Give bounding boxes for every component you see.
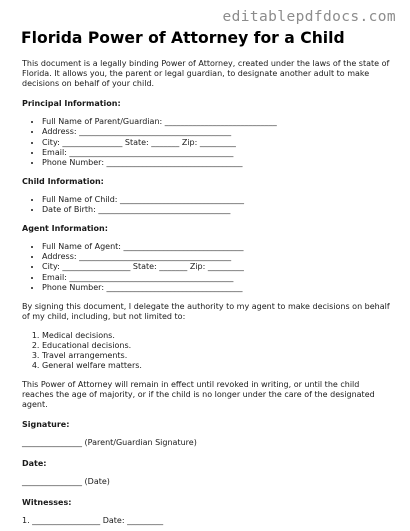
signature-line[interactable]: _______________ (Parent/Guardian Signature) <box>22 437 197 447</box>
principal-heading: Principal Information: <box>22 99 121 109</box>
witness-line-1[interactable]: 1. _________________ Date: _________ <box>22 516 164 525</box>
principal-phone-field[interactable]: • Phone Number: __________________________________ <box>42 158 392 168</box>
agent-email-field[interactable]: • Email: _________________________________________ <box>42 273 392 283</box>
watermark: editablepdfdocs.com <box>222 9 396 25</box>
agent-address-field[interactable]: • Address: ______________________________________ <box>42 252 392 262</box>
child-name-field[interactable]: • Full Name of Child: _______________________________ <box>42 195 392 205</box>
date-heading: Date: <box>22 458 47 468</box>
agent-fields <box>22 242 392 292</box>
principal-address-field[interactable]: • Address: ______________________________________ <box>42 127 392 137</box>
principal-city-state-zip-field[interactable]: • City: _______________ State: _______ Zip: _________ <box>42 138 392 148</box>
child-dob-field[interactable]: • Date of Birth: _________________________________ <box>42 205 392 215</box>
principal-fields <box>22 117 392 167</box>
authority-list <box>22 331 392 371</box>
agent-phone-field[interactable]: • Phone Number: __________________________________ <box>42 283 392 293</box>
signature-heading: Signature: <box>22 419 70 429</box>
agent-city-state-zip-field[interactable]: • City: _________________ State: _______ Zip: _________ <box>42 262 392 272</box>
date-line[interactable]: _______________ (Date) <box>22 476 110 486</box>
effect-paragraph: This Power of Attorney will remain in effect until revoked in writing, or until the child reaches the age of majority, or if the child is no longer under the care of the designated agent. <box>22 380 375 410</box>
witnesses-heading: Witnesses: <box>22 497 72 507</box>
child-fields <box>22 195 392 215</box>
authority-item: 2. Educational decisions. <box>42 341 392 351</box>
document-title: Florida Power of Attorney for a Child <box>21 29 345 47</box>
principal-name-field[interactable]: • Full Name of Parent/Guardian: ____________________________ <box>42 117 392 127</box>
agent-heading: Agent Information: <box>22 224 108 234</box>
principal-email-field[interactable]: • Email: _________________________________________ <box>42 148 392 158</box>
authority-item: 1. Medical decisions. <box>42 331 392 341</box>
intro-paragraph: This document is a legally binding Power of Attorney, created under the laws of the state of Florida. It allows you, the parent or legal guardian, to designate another adult to make decisions on behalf of your child. <box>22 59 390 89</box>
agent-name-field[interactable]: • Full Name of Agent: ______________________________ <box>42 242 392 252</box>
authority-item: 3. Travel arrangements. <box>42 351 392 361</box>
authority-item: 4. General welfare matters. <box>42 361 392 371</box>
child-heading: Child Information: <box>22 176 104 186</box>
authority-paragraph: By signing this document, I delegate the authority to my agent to make decisions on behalf of my child, including, but not limited to: <box>22 301 390 321</box>
document-body <box>22 59 392 526</box>
